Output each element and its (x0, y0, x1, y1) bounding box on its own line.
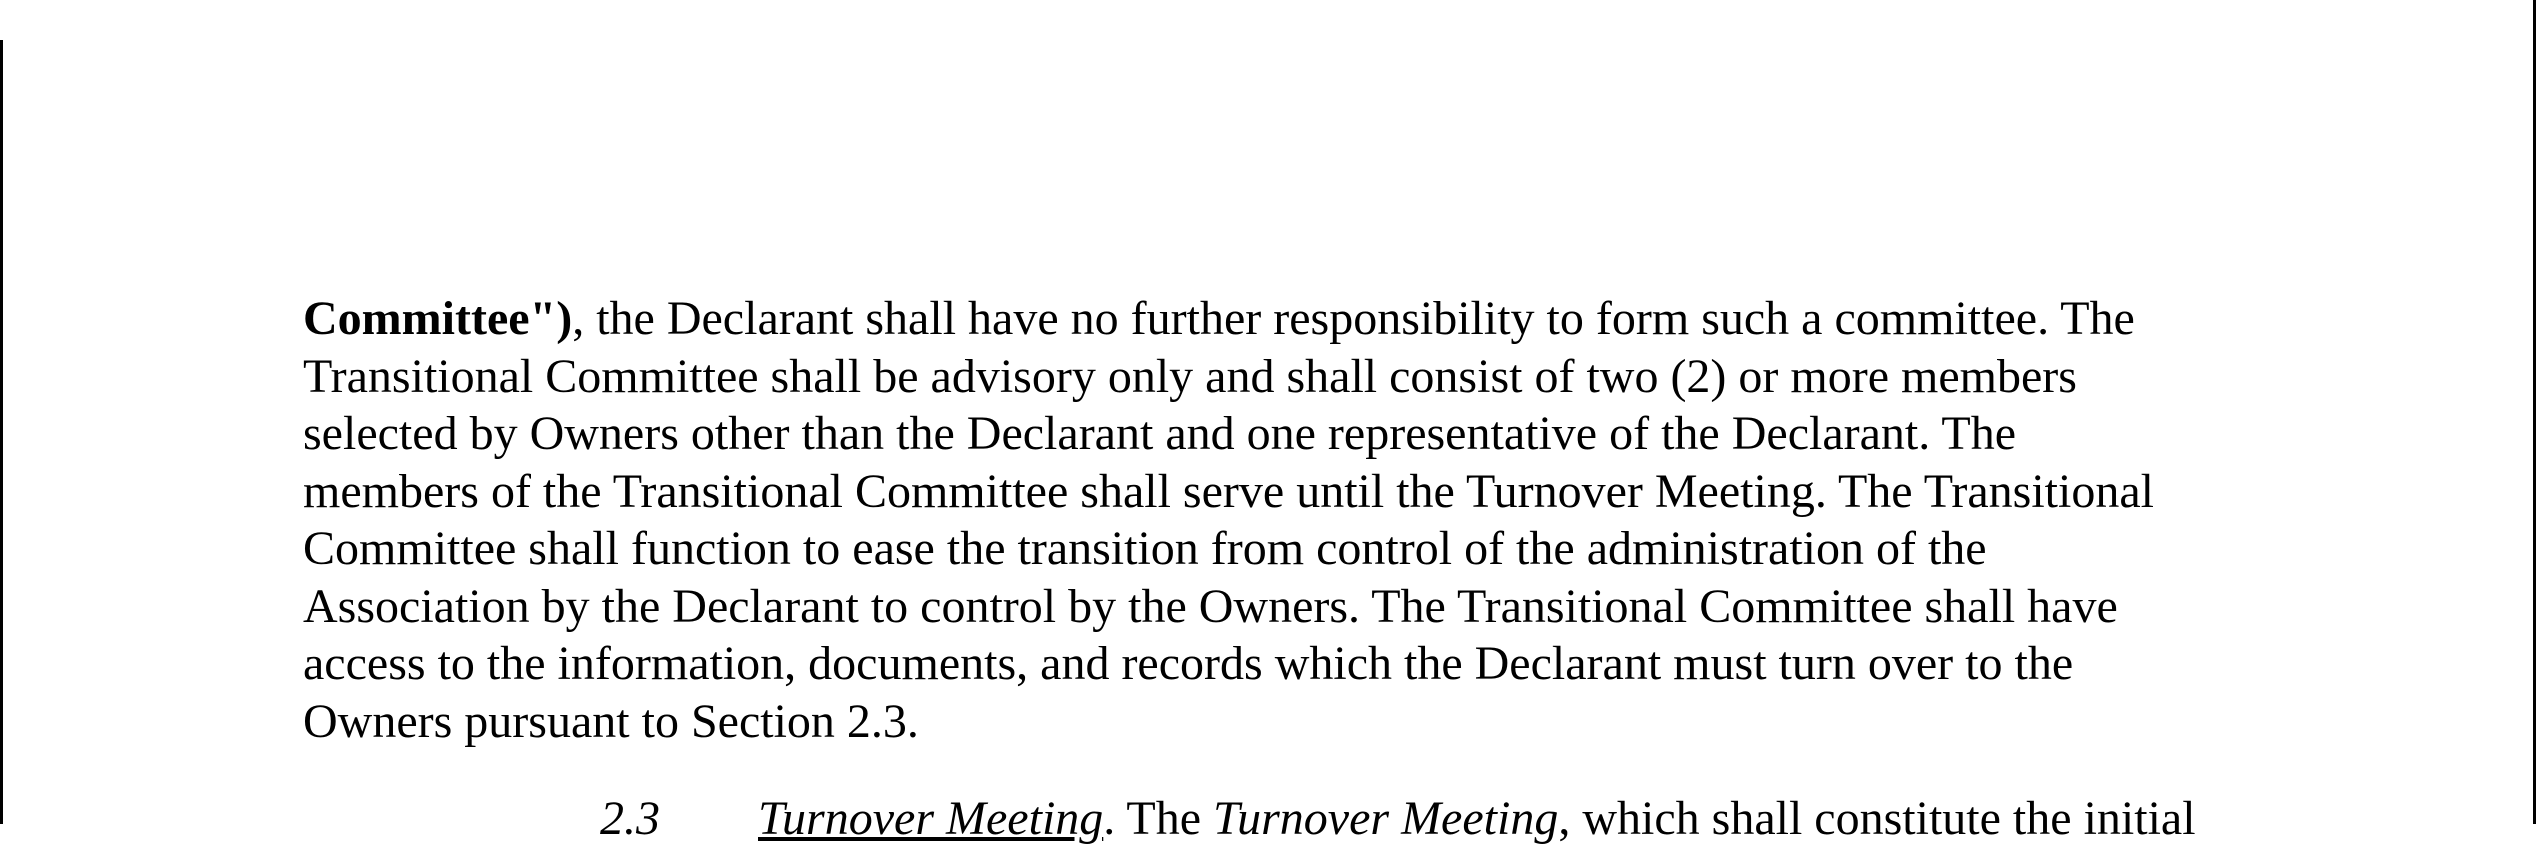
paragraph-line-3: selected by Owners other than the Declarant and one representative of the Declarant. The (303, 407, 2017, 460)
paragraph-line-1-text: , the Declarant shall have no further responsibility to form such a committee. The (572, 292, 2135, 345)
page-left-edge (0, 40, 3, 824)
committee-term: Committee") (303, 292, 573, 345)
paragraph-line-5: Committee shall function to ease the transition from control of the administration of the (303, 522, 1987, 575)
section-2-3-row (600, 790, 2196, 848)
section-heading: Turnover Meeting (758, 792, 1104, 845)
section-text-after: , which shall constitute the initial (1558, 792, 2196, 845)
paragraph-line-1 (303, 290, 2303, 348)
paragraph-line-2: Transitional Committee shall be advisory only and shall consist of two (2) or more members (303, 349, 2077, 403)
paragraph-line-7: access to the information, documents, and records which the Declarant must turn over to the (303, 637, 2074, 690)
paragraph-line-8: Owners pursuant to Section 2.3. (303, 694, 919, 748)
paragraph-line-4: members of the Transitional Committee shall serve until the Turnover Meeting. The Transitional (303, 464, 2154, 518)
transitional-committee-paragraph (303, 290, 2303, 750)
section-text-before: . The (1103, 792, 1214, 845)
section-defined-term: Turnover Meeting (1213, 792, 1559, 845)
paragraph-line-6: Association by the Declarant to control by the Owners. The Transitional Committee shall have (303, 579, 2118, 633)
section-number: 2.3 (600, 792, 660, 845)
page-right-edge (2533, 0, 2536, 824)
